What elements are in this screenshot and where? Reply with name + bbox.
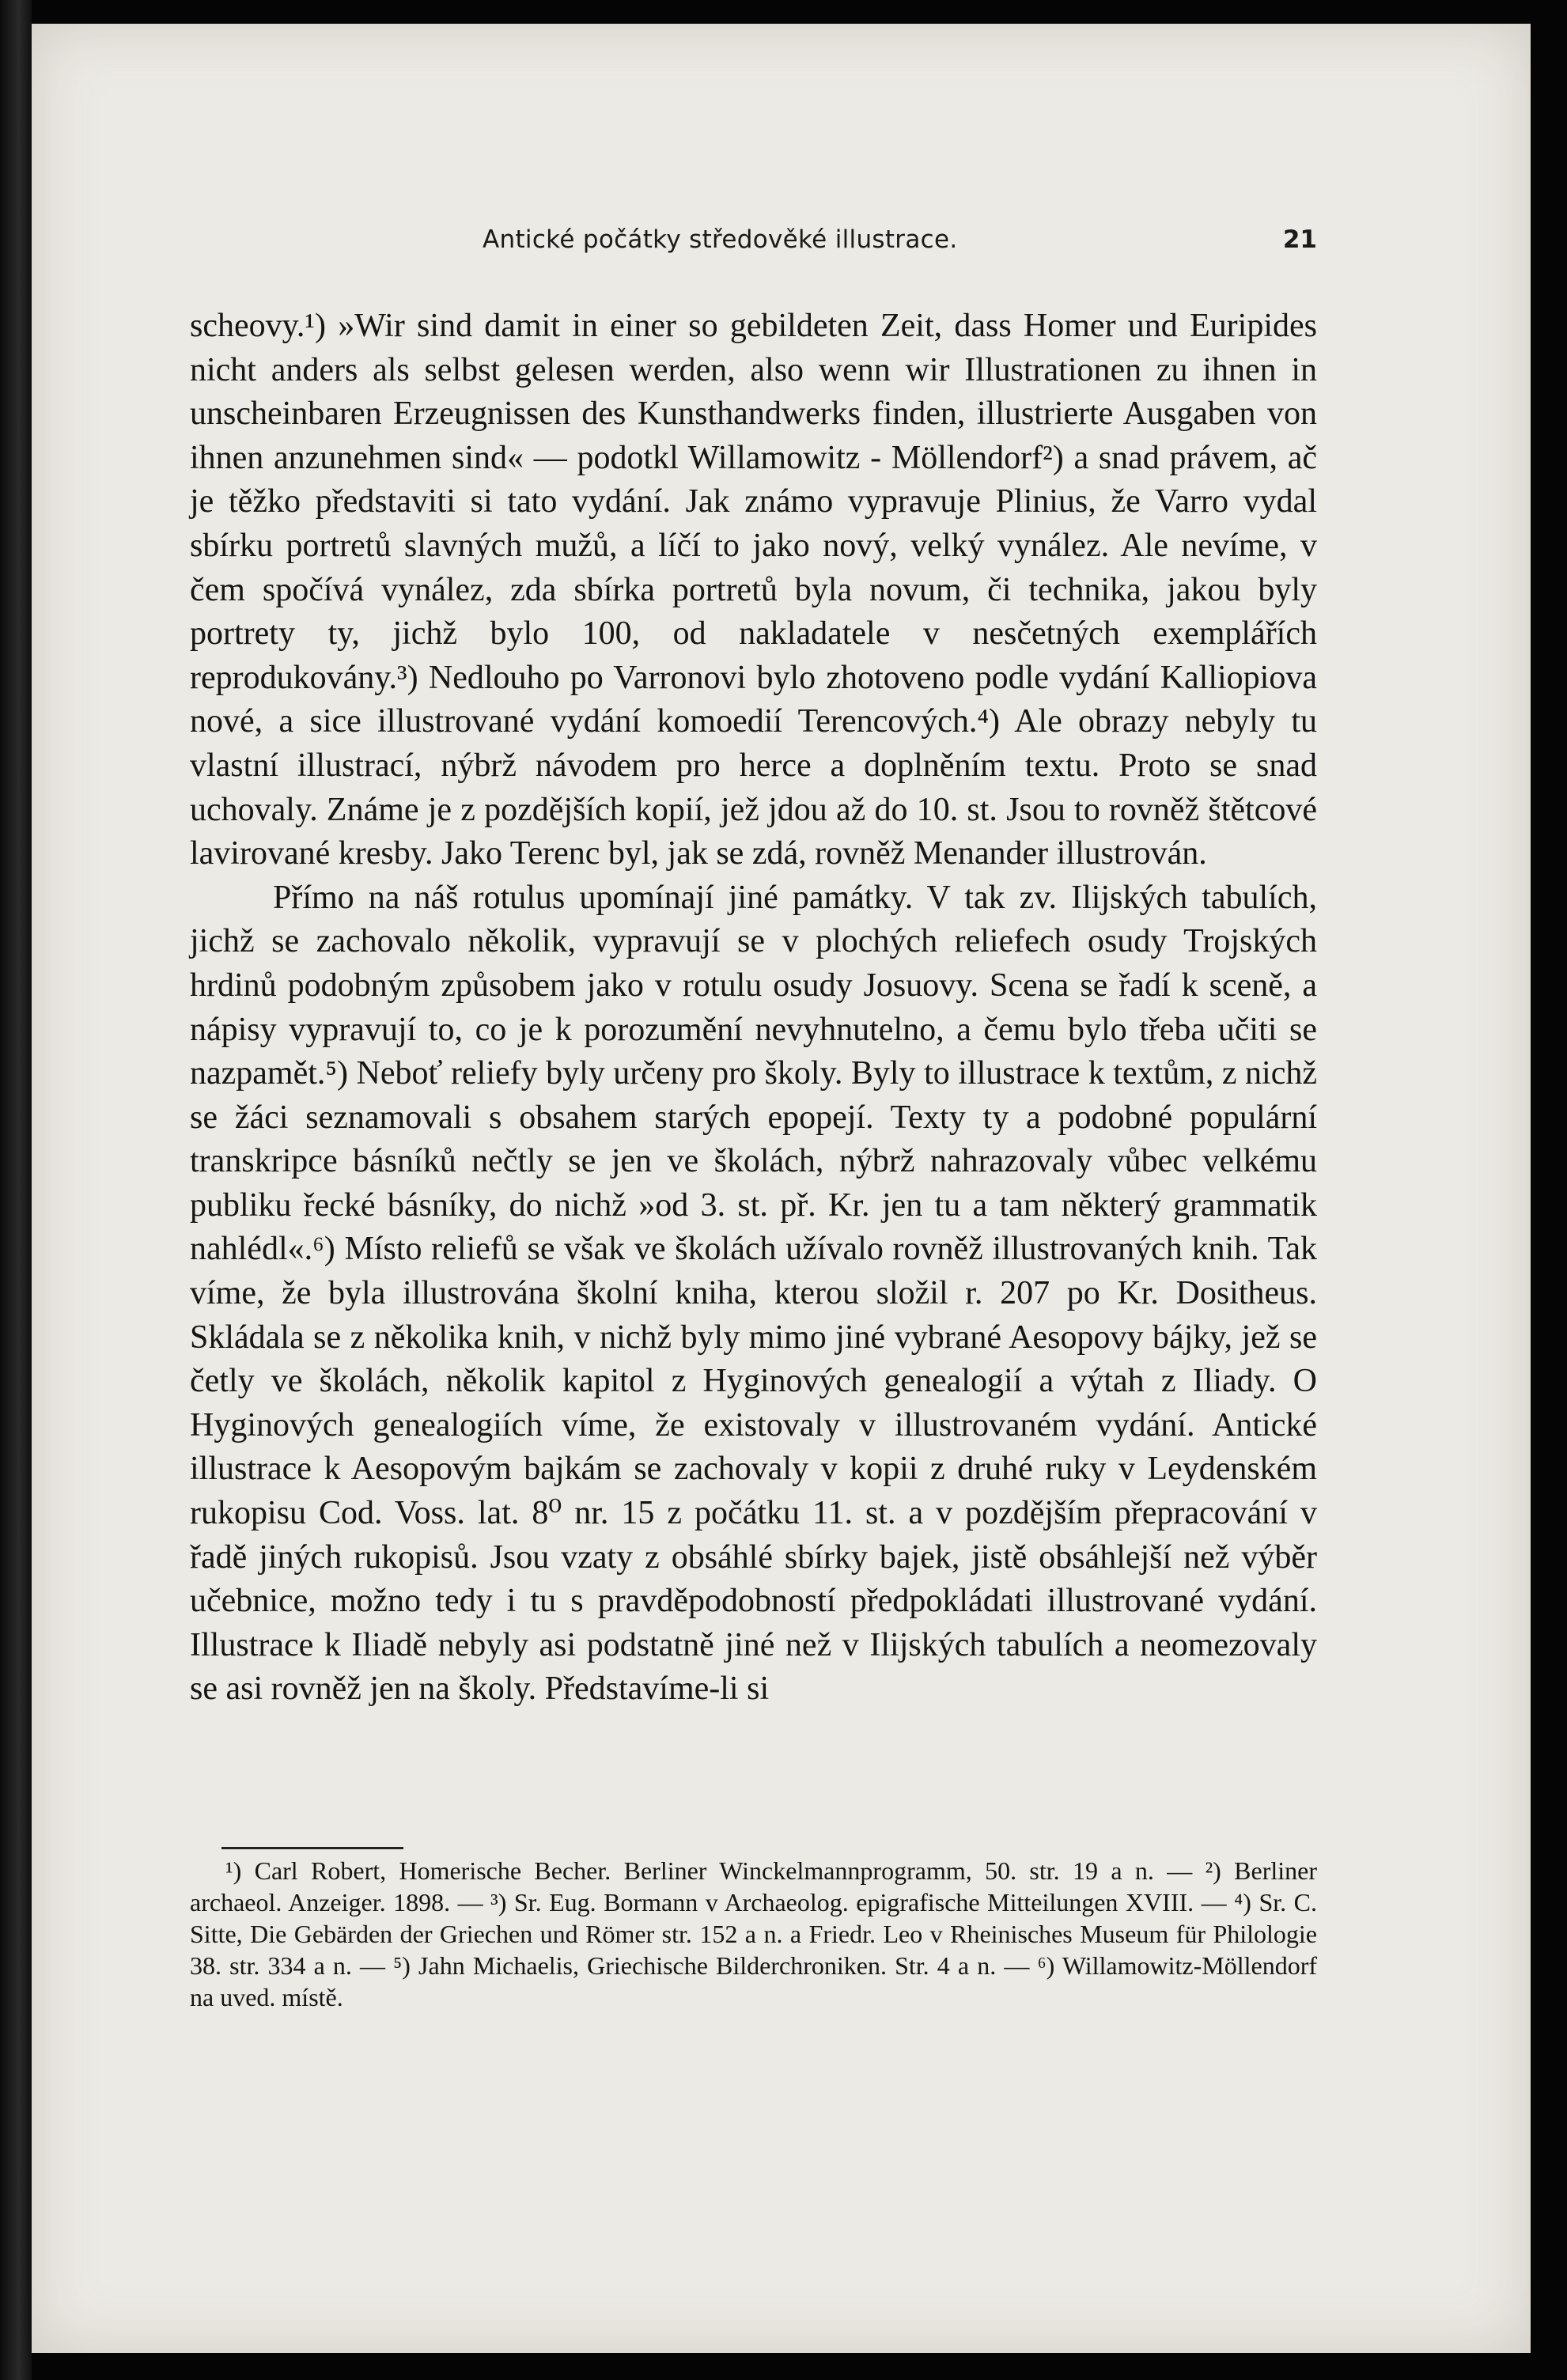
main-text	[190, 305, 1317, 1712]
footnote-separator	[221, 1847, 403, 1849]
running-title: Antické počátky středověké illustrace.	[483, 225, 958, 254]
paragraph-1: scheovy.¹) »Wir sind damit in einer so gebildeten Zeit, dass Homer und Euripides nicht anders als selbst gelesen werden, also wenn wir Illustrationen zu ihnen in unscheinbaren Erzeugnissen des Kunsthandwerks finden, illustrierte Ausgaben von ihnen anzunehmen sind« — podotkl Willamowitz - Möllendorf²) a snad právem, ač je těžko představiti si tato vydání. Jak známo vypravuje Plinius, že Varro vydal sbírku portretů slavných mužů, a líčí to jako nový, velký vynález. Ale nevíme, v čem spočívá vynález, zda sbírka portretů byla novum, či technika, jakou byly portrety ty, jichž bylo 100, od nakladatele v nesčetných exemplářích reprodukovány.³) Nedlouho po Varronovi bylo zhotoveno podle vydání Kalliopiova nové, a sice illustrované vydání komoedií Terencových.⁴) Ale obrazy nebyly tu vlastní illustrací, nýbrž návodem pro herce a doplněním textu. Proto se snad uchovaly. Známe je z pozdějších kopií, jež jdou až do 10. st. Jsou to rovněž štětcové lavirované kresby. Jako Terenc byl, jak se zdá, rovněž Menander illustrován.	[190, 308, 1317, 872]
footnotes-text: ¹) Carl Robert, Homerische Becher. Berliner Winckelmannprogramm, 50. str. 19 a n. — ²) Berliner archaeol. Anzeiger. 1898. — ³) Sr. Eug. Bormann v Archaeolog. epigrafische Mitteilungen XVIII. — ⁴) Sr. C. Sitte, Die Gebärden der Griechen und Römer str. 152 a n. a Friedr. Leo v Rheinisches Museum für Philologie 38. str. 334 a n. — ⁵) Jahn Michaelis, Griechische Bilderchroniken. Str. 4 a n. — ⁶) Willamowitz-Möllendorf na uved. místě.	[190, 1856, 1317, 2011]
paragraph-2: Přímo na náš rotulus upomínají jiné památky. V tak zv. Ilijských tabulích, jichž se zachovalo několik, vypravují se v plochých reliefech osudy Trojských hrdinů podobným způsobem jako v rotulu osudy Josuovy. Scena se řadí k sceně, a nápisy vypravují to, co je k porozumění nevyhnutelno, a čemu bylo třeba učiti se nazpamět.⁵) Neboť reliefy byly určeny pro školy. Byly to illustrace k textům, z nichž se žáci seznamovali s obsahem starých epopejí. Texty ty a podobné populární transkripce básníků nečtly se jen ve školách, nýbrž nahrazovaly vůbec velkému publiku řecké básníky, do nichž »od 3. st. př. Kr. jen tu a tam některý grammatik nahlédl«.⁶) Místo reliefů se však ve školách užívalo rovněž illustrovaných knih. Tak víme, že byla illustrována školní kniha, kterou složil r. 207 po Kr. Dositheus. Skládala se z několika knih, v nichž byly mimo jiné vybrané Aesopovy bájky, jež se četly ve školách, několik kapitol z Hyginových genealogií a výtah z Iliady. O Hyginových genealogiích víme, že existovaly v illustrovaném vydání. Antické illustrace k Aesopovým bajkám se zachovaly v kopii z druhé ruky v Leydenském rukopisu Cod. Voss. lat. 8⁰ nr. 15 z počátku 11. st. a v pozdějším přepracování v řadě jiných rukopisů. Jsou vzaty z obsáhlé sbírky bajek, jistě obsáhlejší než výběr učebnice, možno tedy i tu s pravděpodobností předpokládati illustrované vydání. Illustrace k Iliadě nebyly asi podstatně jiné než v Ilijských tabulích a neomezovaly se asi rovněž jen na školy. Představíme-li si	[190, 879, 1317, 1708]
page-number: 21	[1282, 225, 1317, 254]
page-header	[190, 225, 1317, 273]
footnotes	[190, 1855, 1317, 2013]
scan-binding-edge	[0, 0, 32, 2380]
